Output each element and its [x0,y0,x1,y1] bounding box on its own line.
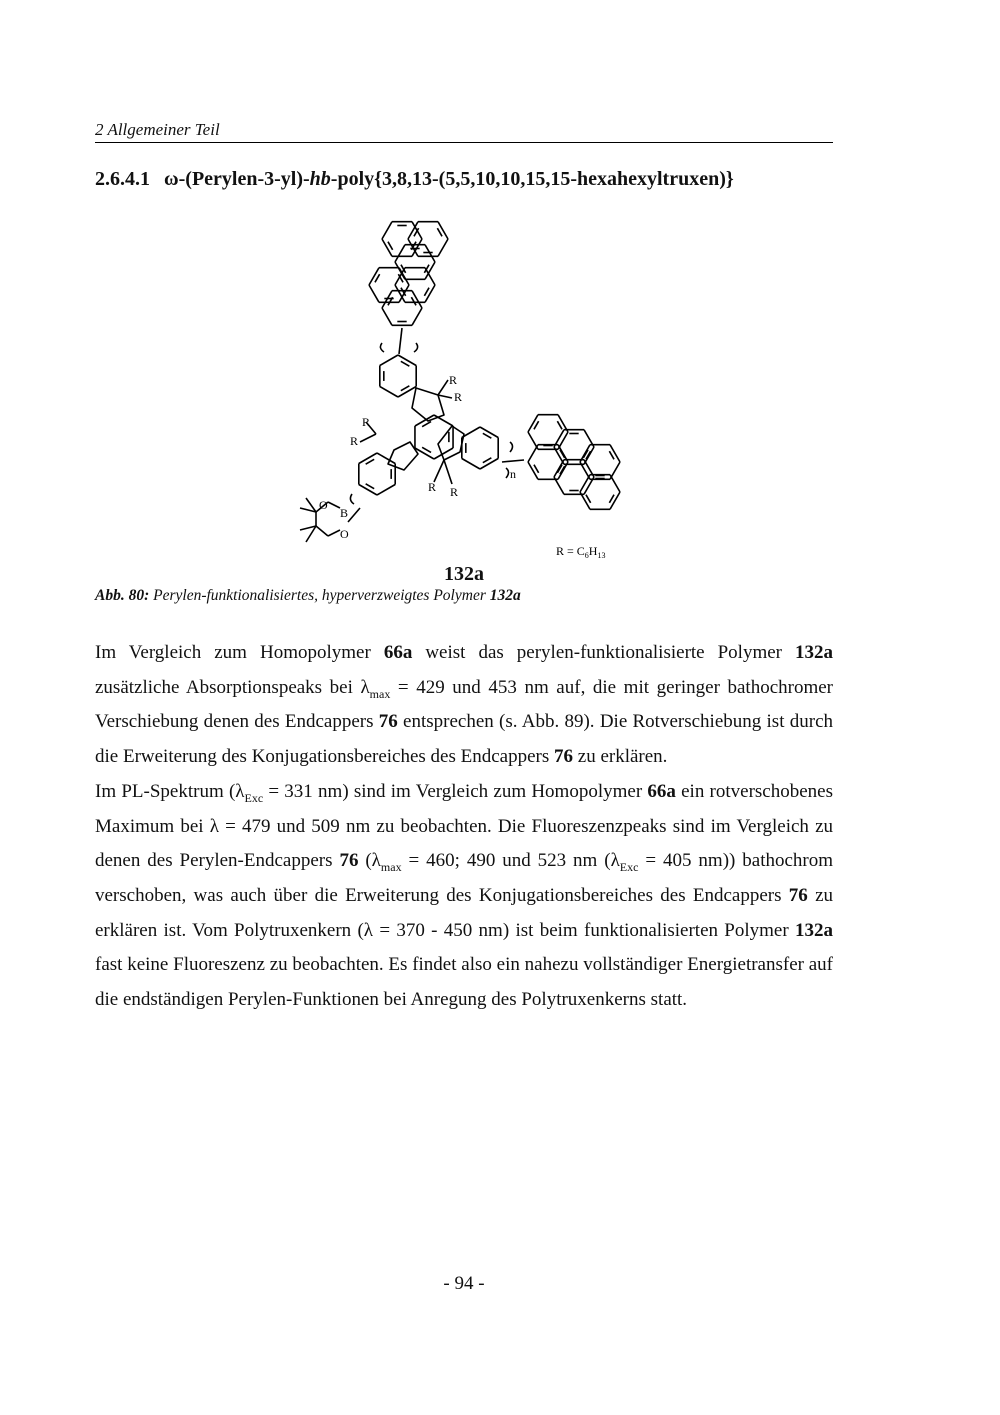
atom-label-r6: R [450,485,459,499]
figure-caption [95,587,833,605]
text-run: zu erklären ist. Vom Polytruxenkern (λ = 370 - 450 nm) ist beim funktionalisierten Polymer [95,884,833,941]
subscript: Exc [244,790,264,805]
subscript: Exc [619,860,639,875]
caption-compound: 132a [489,587,521,604]
text-run: fast keine Fluoreszenz zu beobachten. Es findet also ein nahezu vollständiger Energietransfer auf die endständigen Perylen-Funktionen bei Anregung des Polytruxenkerns statt. [95,954,833,1011]
text-run: weist das perylen-funktionalisierte Polymer [412,642,796,663]
text-run: entsprechen (s. Abb. 89). Die Rotverschiebung ist durch die Erweiterung des Konjugationsbereiches des Endcappers [95,711,834,768]
text-run: = 460; 490 und 523 nm (λ [401,850,620,872]
structure-labels [319,373,605,560]
text-run: (λ [358,850,381,872]
compound-ref: 76 [788,884,808,906]
section-title-prefix: ω-(Perylen-3-yl)- [164,168,310,190]
text-run: ein rotverschobenes Maximum bei λ = 479 und 509 nm zu beobachten. Die Fluoreszenzpeaks sind im Vergleich zu denen des Perylen-Endcappers [95,780,833,872]
section-title-italic: hb [309,168,331,190]
text-run: zu erklären. [573,746,668,768]
compound-ref: 66a [647,780,676,802]
structure-bonds [300,222,620,542]
atom-label-r2: R [454,390,463,404]
atom-label-r1: R [449,373,458,387]
compound-ref: 76 [378,711,398,733]
atom-label-b: B [340,506,349,520]
body-text [95,636,833,1018]
atom-label-o2: O [340,527,349,541]
running-header: 2 Allgemeiner Teil [95,120,833,143]
section-heading [95,168,855,191]
paragraph [95,636,833,775]
text-run: = 405 nm)) bathochrom verschoben, was auch über die Erweiterung des Konjugationsbereiches des Endcappers [95,850,834,906]
page-number: - 94 - [443,1273,485,1294]
atom-label-n: n [510,467,516,481]
text-run: = 331 nm) sind im Vergleich zum Homopolymer [263,780,648,802]
compound-label: 132a [444,563,484,585]
atom-label-r5: R [428,480,437,494]
r-definition: $R = C_6H_{13}$ [556,544,606,560]
subscript: max [380,860,402,875]
section-title-suffix: -poly{3,8,13-(5,5,10,10,15,15-hexahexyltruxen)} [330,168,734,190]
text-run: Im PL-Spektrum (λ [95,780,245,802]
section-number: 2.6.4.1 [95,168,150,190]
text-run: = 429 und 453 nm auf, die mit geringer bathochromer Verschiebung denen des Endcappers [95,676,833,733]
text-run: zusätzliche Absorptionspeaks bei λ [95,676,370,698]
chemical-structure [270,212,670,572]
atom-label-r4: R [350,434,359,448]
compound-ref: 132a [795,642,834,663]
atom-label-r3: R [362,415,371,429]
text-run: Im Vergleich zum Homopolymer [95,642,384,663]
caption-text: Perylen-funktionalisiertes, hyperverzweigtes Polymer [149,587,490,604]
compound-ref: 76 [554,746,574,768]
compound-ref: 132a [795,919,833,941]
compound-ref: 66a [383,642,413,663]
atom-label-o1: O [319,498,328,512]
compound-ref: 76 [339,850,359,872]
caption-prefix: Abb. 80: [95,587,150,604]
paragraph [95,775,833,1018]
subscript: max [369,686,391,701]
